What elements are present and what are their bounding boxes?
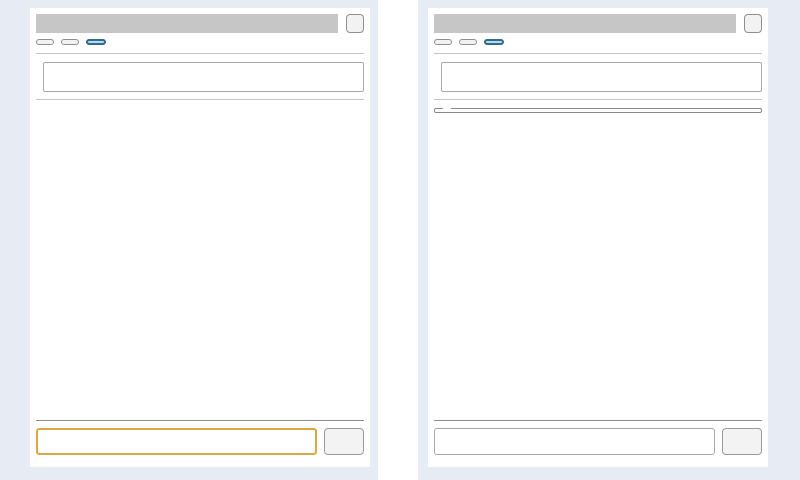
chat-window (30, 8, 370, 467)
titlebar (434, 14, 762, 33)
session-tab-default[interactable] (61, 39, 79, 45)
system-prompt-row (36, 62, 364, 92)
session-tab-other[interactable] (86, 39, 106, 45)
session-tab-other[interactable] (484, 39, 504, 45)
submit-button[interactable] (722, 428, 762, 455)
app-title (434, 14, 736, 33)
query-row (36, 421, 364, 461)
spacer (36, 107, 364, 418)
session-tab-default[interactable] (459, 39, 477, 45)
app-title (36, 14, 338, 33)
query-input[interactable] (36, 428, 317, 455)
submit-button[interactable] (324, 428, 364, 455)
new-chat-button[interactable] (434, 39, 452, 45)
chat-screenshot-panel (0, 0, 378, 480)
settings-screenshot-panel (418, 0, 800, 480)
session-row (36, 39, 364, 45)
divider (434, 53, 762, 54)
session-row (434, 39, 762, 45)
api-request-options-fieldset (434, 108, 762, 113)
settings-button[interactable] (346, 14, 364, 33)
system-prompt-input[interactable] (441, 62, 762, 92)
system-prompt-row (434, 62, 762, 92)
spacer (434, 117, 762, 418)
new-chat-button[interactable] (36, 39, 54, 45)
divider (36, 99, 364, 100)
query-row (434, 421, 762, 461)
system-prompt-input[interactable] (43, 62, 364, 92)
titlebar (36, 14, 364, 33)
panel-gap (378, 0, 418, 480)
divider (434, 99, 762, 100)
divider (36, 53, 364, 54)
settings-button[interactable] (744, 14, 762, 33)
settings-window (428, 8, 768, 467)
settings-form (434, 105, 762, 117)
query-input[interactable] (434, 428, 715, 455)
